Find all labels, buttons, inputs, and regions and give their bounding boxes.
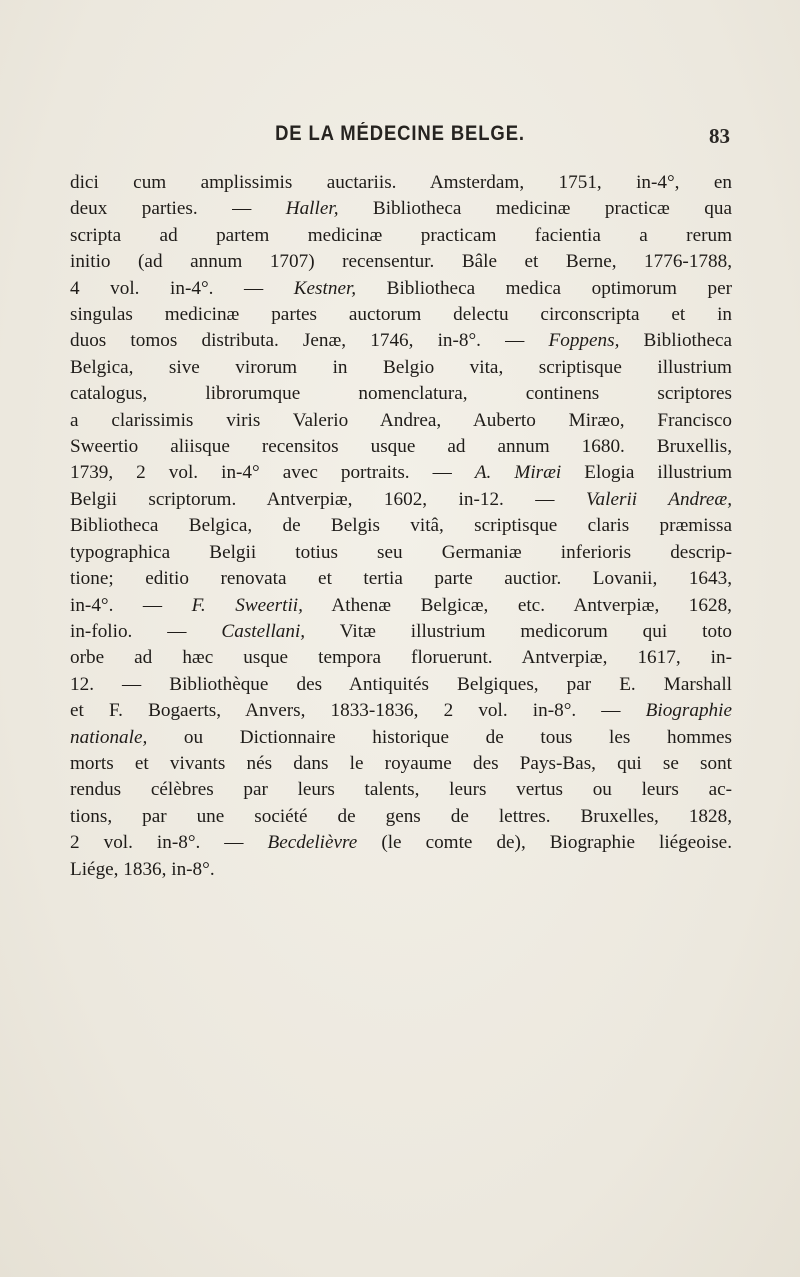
author-name: Castellani,	[221, 620, 306, 642]
author-name: A. Miræi	[474, 462, 562, 484]
text-line	[70, 170, 732, 196]
text-segment: 2 vol. in-8°. —	[70, 832, 268, 854]
text-line	[70, 381, 732, 407]
text-segment: Bibliotheca Belgica, de Belgis vitâ, scriptisque claris præmissa	[70, 515, 732, 537]
text-line	[70, 460, 732, 486]
text-line	[70, 725, 732, 751]
text-segment: morts et vivants nés dans le royaume des Pays-Bas, qui se sont	[70, 752, 732, 774]
text-segment: in-folio. —	[70, 620, 222, 642]
text-line	[70, 672, 732, 698]
text-segment: catalogus, librorumque nomenclatura, continens scriptores	[70, 383, 732, 405]
text-line	[70, 408, 732, 434]
text-line	[70, 698, 732, 724]
text-segment: rendus célèbres par leurs talents, leurs vertus ou leurs ac-	[70, 779, 732, 801]
text-line	[70, 830, 732, 856]
text-line	[70, 777, 732, 803]
text-segment: typographica Belgii totius seu Germaniæ inferioris descrip-	[70, 541, 732, 563]
text-segment: tions, par une société de gens de lettres. Bruxelles, 1828,	[70, 805, 732, 827]
text-segment: ou Dictionnaire historique de tous les hommes	[147, 726, 732, 748]
text-segment: (le comte de), Biographie liégeoise.	[357, 832, 732, 854]
text-segment: 4 vol. in-4°. —	[70, 277, 294, 299]
text-segment: a clarissimis viris Valerio Andrea, Auberto Miræo, Francisco	[70, 409, 732, 431]
text-line	[70, 302, 732, 328]
text-segment: et F. Bogaerts, Anvers, 1833-1836, 2 vol. in-8°. —	[70, 700, 646, 722]
text-segment: Sweertio aliisque recensitos usque ad annum 1680. Bruxellis,	[70, 436, 732, 458]
author-name: Kestner,	[293, 277, 357, 299]
text-line	[70, 487, 732, 513]
author-name: Becdelièvre	[267, 832, 358, 854]
text-segment: 1739, 2 vol. in-4° avec portraits. —	[70, 462, 475, 484]
text-line	[70, 751, 732, 777]
text-segment: Elogia illustrium	[561, 462, 732, 484]
text-line	[70, 223, 732, 249]
text-segment: duos tomos distributa. Jenæ, 1746, in-8°. —	[70, 330, 549, 352]
text-line	[70, 513, 732, 539]
text-line	[70, 619, 732, 645]
text-segment: deux parties. —	[70, 198, 286, 220]
text-segment: Athenæ Belgicæ, etc. Antverpiæ, 1628,	[302, 594, 732, 616]
text-line	[70, 355, 732, 381]
text-segment: tione; editio renovata et tertia parte auctior. Lovanii, 1643,	[70, 568, 732, 590]
text-segment: Belgii scriptorum. Antverpiæ, 1602, in-12. —	[70, 488, 586, 510]
text-line	[70, 276, 732, 302]
text-line	[70, 593, 732, 619]
text-line	[70, 328, 732, 354]
author-name: Haller,	[285, 198, 339, 220]
text-segment: 12. — Bibliothèque des Antiquités Belgiques, par E. Marshall	[70, 673, 732, 695]
text-line	[70, 645, 732, 671]
text-line	[70, 196, 732, 222]
text-segment: Vitæ illustrium medicorum qui toto	[305, 620, 732, 642]
text-segment: Bibliotheca medica optimorum per	[356, 277, 732, 299]
text-line	[70, 540, 732, 566]
text-line	[70, 249, 732, 275]
text-line	[70, 857, 732, 883]
text-segment: orbe ad hæc usque tempora floruerunt. Antverpiæ, 1617, in-	[70, 647, 732, 669]
text-segment: Liége, 1836, in-8°.	[70, 858, 215, 880]
text-line	[70, 566, 732, 592]
text-segment: initio (ad annum 1707) recensentur. Bâle et Berne, 1776-1788,	[70, 251, 732, 273]
author-name: Foppens,	[548, 330, 620, 352]
text-segment: Bibliotheca medicinæ practicæ qua	[338, 198, 732, 220]
text-segment: scripta ad partem medicinæ practicam facientia a rerum	[70, 224, 732, 246]
text-line	[70, 804, 732, 830]
work-title: Biographie	[645, 700, 732, 722]
text-segment: in-4°. —	[70, 594, 192, 616]
running-title: DE LA MÉDECINE BELGE.	[275, 122, 525, 145]
body-text	[70, 170, 732, 883]
text-line	[70, 434, 732, 460]
text-segment: dici cum amplissimis auctariis. Amsterdam, 1751, in-4°, en	[70, 172, 732, 193]
author-name: Valerii Andreæ,	[585, 488, 732, 510]
page-header	[70, 122, 730, 158]
work-title: nationale,	[70, 726, 148, 748]
text-segment: Bibliotheca	[619, 330, 733, 352]
page-number: 83	[709, 124, 730, 148]
text-segment: singulas medicinæ partes auctorum delectu circonscripta et in	[70, 304, 732, 326]
author-name: F. Sweertii,	[191, 594, 303, 616]
text-segment: Belgica, sive virorum in Belgio vita, scriptisque illustrium	[70, 356, 732, 378]
